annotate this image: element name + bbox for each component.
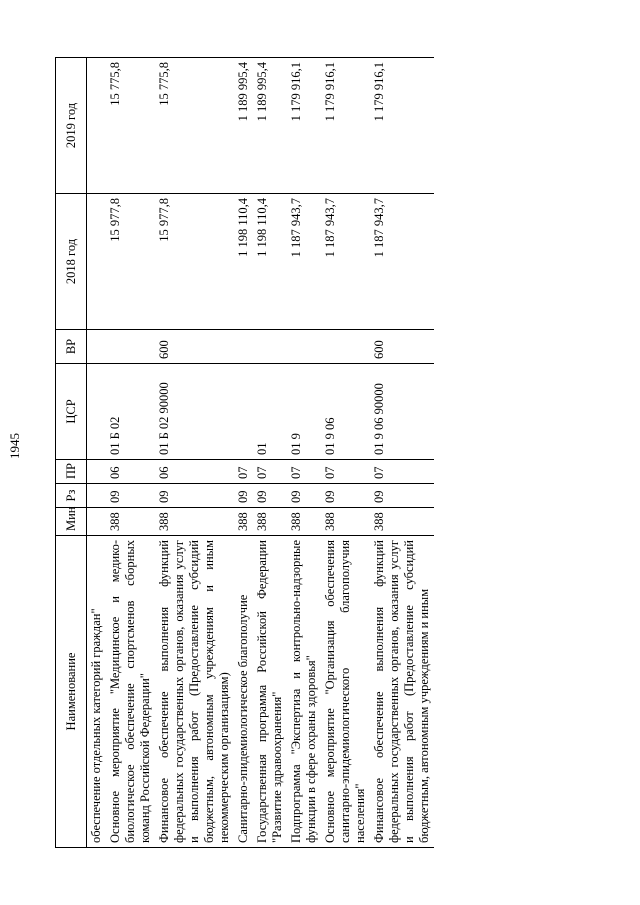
cell-name: Основное мероприятие "Организация обеспечения санитарно-эпидемиологического благополучия населения" — [321, 536, 370, 848]
cell-2019: 15 775,8 — [106, 58, 155, 194]
cell-2019: 15 775,8 — [155, 58, 234, 194]
cell-csr: 01 9 06 — [321, 364, 370, 460]
table-row — [321, 58, 370, 848]
cell-2018: 1 187 943,7 — [287, 194, 321, 330]
cell-min: 388 — [321, 508, 370, 536]
cell-pr: 07 — [321, 460, 370, 484]
cell-rz: 09 — [155, 484, 234, 508]
cell-pr: 07 — [253, 460, 287, 484]
cell-2019: 1 189 995,4 — [234, 58, 253, 194]
cell-min: 388 — [253, 508, 287, 536]
cell-vr — [234, 330, 253, 364]
cell-name: Подпрограмма "Экспертиза и контрольно-надзорные функции в сфере охраны здоровья" — [287, 536, 321, 848]
table-row — [155, 58, 234, 848]
table-header-row — [56, 58, 87, 848]
cell-vr — [87, 330, 107, 364]
cell-pr: 07 — [234, 460, 253, 484]
cell-csr — [234, 364, 253, 460]
cell-pr: 07 — [370, 460, 434, 484]
cell-2019: 1 179 916,1 — [287, 58, 321, 194]
cell-2019: 1 189 995,4 — [253, 58, 287, 194]
cell-min — [87, 508, 107, 536]
cell-2019 — [87, 58, 107, 194]
header-2019: 2019 год — [56, 58, 87, 194]
cell-2018: 1 187 943,7 — [370, 194, 434, 330]
header-csr: ЦСР — [56, 364, 87, 460]
cell-rz — [87, 484, 107, 508]
cell-min: 388 — [155, 508, 234, 536]
cell-rz: 09 — [321, 484, 370, 508]
table-row — [87, 58, 107, 848]
cell-2019: 1 179 916,1 — [370, 58, 434, 194]
cell-vr — [321, 330, 370, 364]
budget-table — [55, 57, 434, 848]
cell-csr: 01 Б 02 90000 — [155, 364, 234, 460]
header-pr: ПР — [56, 460, 87, 484]
table-row — [253, 58, 287, 848]
cell-csr: 01 Б 02 — [106, 364, 155, 460]
cell-name: Финансовое обеспечение выполнения функций федеральных государственных органов, оказания услуг и выполнения работ (Предоставление субсидий бюджетным, автономным учреждениям и иным некоммерческим организациям) — [155, 536, 234, 848]
cell-rz: 09 — [253, 484, 287, 508]
table-row — [106, 58, 155, 848]
cell-csr: 01 — [253, 364, 287, 460]
header-name: Наименование — [56, 536, 87, 848]
cell-rz: 09 — [287, 484, 321, 508]
cell-min: 388 — [370, 508, 434, 536]
cell-2018: 15 977,8 — [155, 194, 234, 330]
cell-name: Государственная программа Российской Федерации "Развитие здравоохранения" — [253, 536, 287, 848]
cell-name: Финансовое обеспечение выполнения функций федеральных государственных органов, оказания услуг и выполнения работ (Предоставление субсидий бюджетным, автономным учреждениям и иным — [370, 536, 434, 848]
cell-2018: 1 198 110,4 — [234, 194, 253, 330]
table-row — [370, 58, 434, 848]
cell-pr: 06 — [155, 460, 234, 484]
cell-min: 388 — [106, 508, 155, 536]
cell-name: Основное мероприятие "Медицинское и медико-биологическое обеспечение спортсменов сборных команд Российской Федерации" — [106, 536, 155, 848]
cell-csr: 01 9 06 90000 — [370, 364, 434, 460]
cell-min: 388 — [234, 508, 253, 536]
cell-min: 388 — [287, 508, 321, 536]
cell-vr: 600 — [155, 330, 234, 364]
page-number: 1945 — [7, 433, 22, 459]
cell-2018 — [87, 194, 107, 330]
table-row — [234, 58, 253, 848]
table-body — [87, 58, 435, 848]
cell-pr: 07 — [287, 460, 321, 484]
table-row — [287, 58, 321, 848]
cell-vr — [106, 330, 155, 364]
cell-2019: 1 179 916,1 — [321, 58, 370, 194]
cell-2018: 1 198 110,4 — [253, 194, 287, 330]
header-min: Мин — [56, 508, 87, 536]
cell-vr — [287, 330, 321, 364]
cell-rz: 09 — [370, 484, 434, 508]
cell-pr — [87, 460, 107, 484]
header-vr: ВР — [56, 330, 87, 364]
cell-vr: 600 — [370, 330, 434, 364]
cell-rz: 09 — [234, 484, 253, 508]
cell-vr — [253, 330, 287, 364]
cell-2018: 15 977,8 — [106, 194, 155, 330]
cell-2018: 1 187 943,7 — [321, 194, 370, 330]
header-rz: Рз — [56, 484, 87, 508]
cell-name: Санитарно-эпидемиологическое благополучие — [234, 536, 253, 848]
cell-rz: 09 — [106, 484, 155, 508]
cell-csr — [87, 364, 107, 460]
header-2018: 2018 год — [56, 194, 87, 330]
cell-name: обеспечение отдельных категорий граждан" — [87, 536, 107, 848]
cell-pr: 06 — [106, 460, 155, 484]
cell-csr: 01 9 — [287, 364, 321, 460]
